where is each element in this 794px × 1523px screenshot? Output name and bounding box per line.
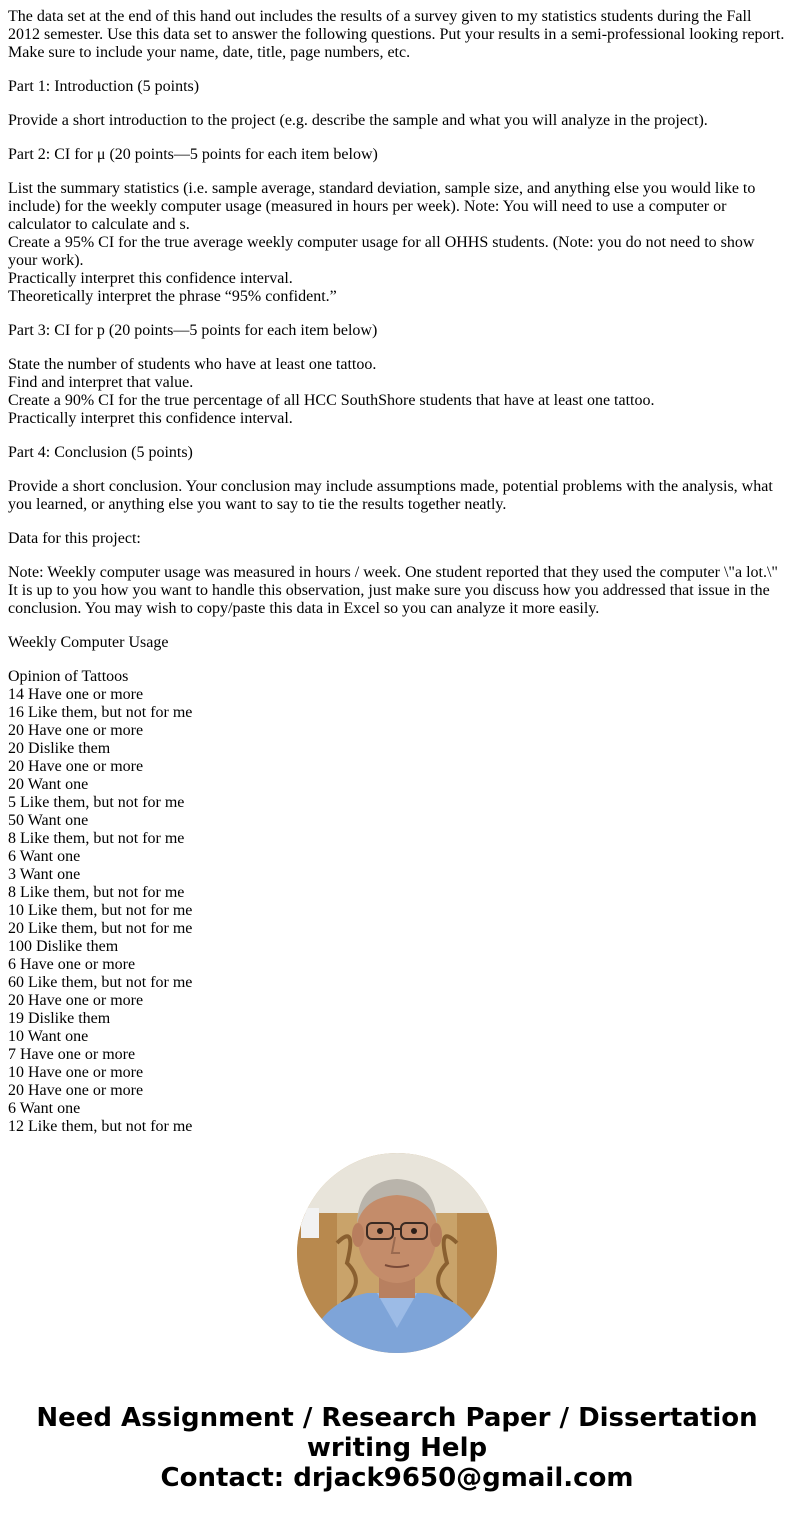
part1-heading: Part 1: Introduction (5 points) [8,78,200,95]
data-row: 10 Like them, but not for me [8,902,193,919]
footer-line: Need Assignment / Research Paper / Dissertation [36,1403,758,1433]
intro-paragraph: The data set at the end of this hand out includes the results of a survey given to my statistics students during the Fall 2012 semester. Use this data set to answer the following questions. Put your results in a semi-professional looking report. Make sure to include your name, date, title, page numbers, etc. [8,8,785,61]
footer-banner [0,1403,794,1493]
data-row: 20 Have one or more [8,722,144,739]
data-row: 6 Have one or more [8,956,136,973]
data-row: 20 Dislike them [8,740,111,757]
part3-item: Find and interpret that value. [8,374,194,391]
column1-heading: Weekly Computer Usage [8,634,169,651]
data-row: 3 Want one [8,866,81,883]
data-row: 19 Dislike them [8,1010,111,1027]
part2-item: List the summary statistics (i.e. sample average, standard deviation, sample size, and anything else you would like to include) for the weekly computer usage (measured in hours per week). Note: You will need to use a computer or calculator to calculate and s. [8,180,756,233]
data-row: 20 Have one or more [8,992,144,1009]
part2-heading: Part 2: CI for μ (20 points—5 points for each item below) [8,146,378,163]
document-body [8,8,786,1135]
data-row: 20 Have one or more [8,758,144,775]
data-row: 100 Dislike them [8,938,119,955]
footer-contact: Contact: drjack9650@gmail.com [160,1463,634,1493]
data-row: 20 Want one [8,776,89,793]
data-row: 60 Like them, but not for me [8,974,193,991]
part2-item: Create a 95% CI for the true average weekly computer usage for all OHHS students. (Note: you do not need to show your work). [8,234,755,269]
part2-item: Practically interpret this confidence interval. [8,270,293,287]
data-row: 6 Want one [8,1100,81,1117]
part2-items [8,180,786,306]
column2-heading: Opinion of Tattoos [8,668,129,685]
data-row: 8 Like them, but not for me [8,884,185,901]
data-row: 8 Like them, but not for me [8,830,185,847]
data-heading: Data for this project: [8,530,141,547]
part3-item: Create a 90% CI for the true percentage of all HCC SouthShore students that have at least one tattoo. [8,392,655,409]
part2-item: Theoretically interpret the phrase “95% confident.” [8,288,337,305]
data-row: 5 Like them, but not for me [8,794,185,811]
part1-text: Provide a short introduction to the project (e.g. describe the sample and what you will analyze in the project). [8,112,708,129]
data-note: Note: Weekly computer usage was measured in hours / week. One student reported that they used the computer \"a lot.\" It is up to you how you want to handle this observation, just make sure you discuss how you addressed that issue in the conclusion. You may wish to copy/paste this data in Excel so you can analyze it more easily. [8,564,778,617]
data-table [8,668,786,1136]
footer-line: writing Help [306,1433,488,1463]
data-row: 10 Have one or more [8,1064,144,1081]
part3-item: State the number of students who have at least one tattoo. [8,356,377,373]
data-row: 12 Like them, but not for me [8,1118,193,1135]
part3-items [8,356,786,428]
data-row: 6 Want one [8,848,81,865]
data-row: 16 Like them, but not for me [8,704,193,721]
data-row: 7 Have one or more [8,1046,136,1063]
data-row: 10 Want one [8,1028,89,1045]
part4-text: Provide a short conclusion. Your conclusion may include assumptions made, potential problems with the analysis, what you learned, or anything else you want to say to tie the results together neatly. [8,478,773,513]
avatar [297,1153,497,1353]
data-row: 14 Have one or more [8,686,144,703]
part4-heading: Part 4: Conclusion (5 points) [8,444,193,461]
avatar-portrait [297,1153,497,1353]
part3-item: Practically interpret this confidence interval. [8,410,293,427]
part3-heading: Part 3: CI for p (20 points—5 points for each item below) [8,322,378,339]
data-row: 20 Like them, but not for me [8,920,193,937]
data-row: 20 Have one or more [8,1082,144,1099]
data-row: 50 Want one [8,812,89,829]
